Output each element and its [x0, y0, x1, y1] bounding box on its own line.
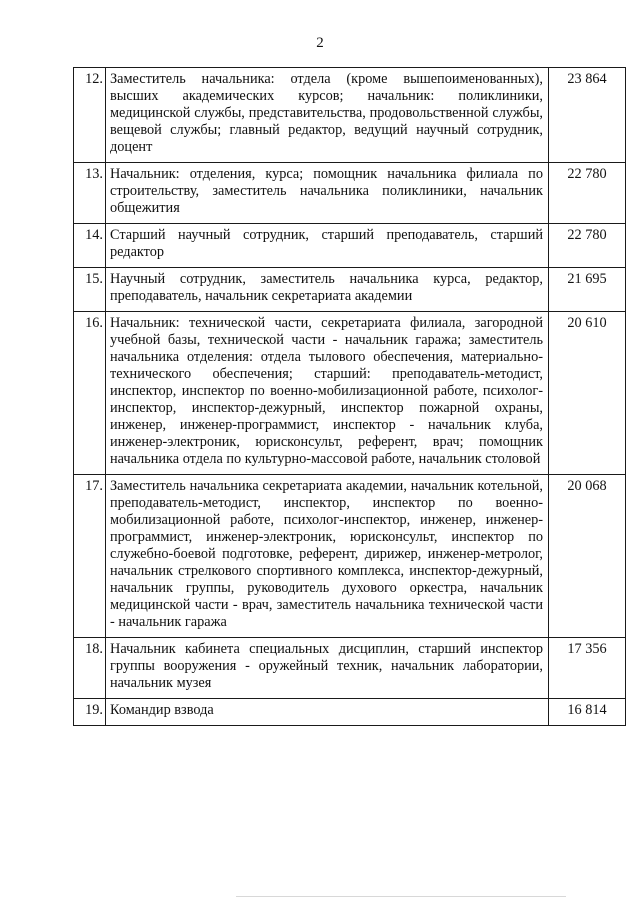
table-row — [74, 699, 626, 726]
position-title: Научный сотрудник, заместитель начальника курса, редактор, преподаватель, начальник секретариата академии — [106, 268, 549, 312]
position-title: Начальник кабинета специальных дисциплин, старший инспектор группы вооружения - оружейный техник, начальник лаборатории, начальник музея — [106, 638, 549, 699]
row-number: 15. — [74, 268, 106, 312]
footer-rule — [236, 896, 566, 897]
salary-amount: 17 356 — [549, 638, 626, 699]
table-row — [74, 638, 626, 699]
position-title: Заместитель начальника: отдела (кроме вышепоименованных), высших академических курсов; начальник: поликлиники, медицинской службы, представительства, продовольственной службы, вещевой службы; главный редактор, ведущий научный сотрудник, доцент — [106, 68, 549, 163]
salary-table — [73, 67, 626, 726]
table-row — [74, 224, 626, 268]
salary-amount: 20 610 — [549, 312, 626, 475]
table-row — [74, 68, 626, 163]
salary-amount: 22 780 — [549, 224, 626, 268]
salary-amount: 21 695 — [549, 268, 626, 312]
salary-amount: 20 068 — [549, 475, 626, 638]
position-title: Старший научный сотрудник, старший преподаватель, старший редактор — [106, 224, 549, 268]
salary-amount: 23 864 — [549, 68, 626, 163]
row-number: 19. — [74, 699, 106, 726]
table-row — [74, 475, 626, 638]
position-title: Командир взвода — [106, 699, 549, 726]
position-title: Заместитель начальника секретариата академии, начальник котельной, преподаватель-методист, инспектор, инспектор по военно-мобилизационной работе, психолог-инспектор, инженер, инженер-программист, инженер-электроник, юрисконсульт, инспектор по служебно-боевой подготовке, референт, дирижер, инженер-метролог, начальник стрелкового спортивного комплекса, инспектор-дежурный, начальник группы, руководитель духового оркестра, начальник медицинской части - врач, заместитель начальника технической части - начальник гаража — [106, 475, 549, 638]
salary-amount: 22 780 — [549, 163, 626, 224]
row-number: 14. — [74, 224, 106, 268]
salary-amount: 16 814 — [549, 699, 626, 726]
page-number: 2 — [316, 35, 324, 51]
row-number: 18. — [74, 638, 106, 699]
row-number: 17. — [74, 475, 106, 638]
table-row — [74, 268, 626, 312]
row-number: 12. — [74, 68, 106, 163]
salary-table-body — [74, 68, 626, 726]
table-row — [74, 312, 626, 475]
position-title: Начальник: технической части, секретариата филиала, загородной учебной базы, технической части - начальник гаража; заместитель начальника отделения: отдела тылового обеспечения, материально-технического обеспечения; старший: преподаватель-методист, инспектор, инспектор по военно-мобилизационной работе, психолог-инспектор, инспектор-дежурный, инспектор пожарной охраны, инженер, инженер-программист, инспектор - начальник клуба, инженер-электроник, юрисконсульт, референт, врач; помощник начальника отдела по культурно-массовой работе, начальник столовой — [106, 312, 549, 475]
row-number: 13. — [74, 163, 106, 224]
position-title: Начальник: отделения, курса; помощник начальника филиала по строительству, заместитель начальника поликлиники, начальник общежития — [106, 163, 549, 224]
table-row — [74, 163, 626, 224]
row-number: 16. — [74, 312, 106, 475]
